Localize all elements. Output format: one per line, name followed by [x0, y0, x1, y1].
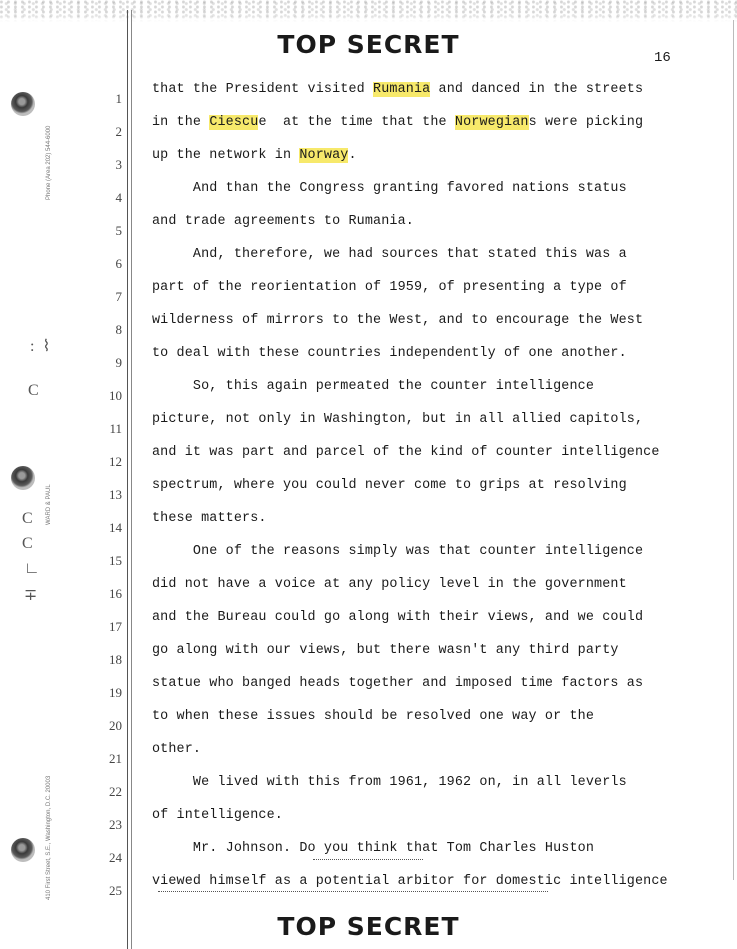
- line-number: 7: [115, 289, 122, 304]
- margin-rule-outer: [127, 10, 128, 949]
- transcript-line: [152, 379, 594, 394]
- transcript-line: [152, 841, 594, 856]
- scan-artifact-mark: ∓: [24, 587, 38, 604]
- line-number: 19: [109, 685, 122, 700]
- transcript-line: [152, 247, 627, 262]
- line-text: that the President visited: [152, 82, 374, 97]
- line-text: And, therefore, we had sources that stated this was a: [152, 247, 627, 262]
- binder-hole-bottom: [11, 838, 35, 862]
- line-number: 8: [115, 322, 122, 337]
- scan-artifact-mark: C: [22, 510, 33, 527]
- line-text: viewed himself as a potential arbitor for domestic intelligence: [152, 874, 668, 889]
- highlighted-term: Rumania: [373, 82, 431, 97]
- transcript-line: [152, 148, 357, 163]
- scan-artifact-mark: C: [28, 382, 39, 399]
- line-text: and trade agreements to Rumania.: [152, 214, 414, 229]
- scan-noise-band: [0, 0, 737, 22]
- line-text: and it was part and parcel of the kind of counter intelligence: [152, 445, 660, 460]
- line-number: 17: [109, 619, 122, 634]
- line-number: 9: [115, 355, 122, 370]
- pencil-underline: [158, 890, 548, 892]
- line-number: 4: [115, 190, 122, 205]
- transcript-line: [152, 82, 643, 97]
- line-text: picture, not only in Washington, but in all allied capitols,: [152, 412, 644, 427]
- line-text: s were picking: [528, 115, 644, 130]
- margin-firm-name: WARD & PAUL: [46, 484, 52, 525]
- line-number: 22: [109, 784, 122, 799]
- transcript-line: [152, 577, 627, 592]
- line-number: 11: [109, 421, 122, 436]
- line-text: of intelligence.: [152, 808, 283, 823]
- transcript-line: [152, 115, 643, 130]
- binder-hole-middle: [11, 466, 35, 490]
- line-text: and the Bureau could go along with their views, and we could: [152, 610, 644, 625]
- transcript-line: [152, 808, 283, 823]
- classification-stamp-top: TOP SECRET: [277, 30, 460, 59]
- transcript-line: [152, 874, 668, 889]
- line-text: did not have a voice at any policy level in the government: [152, 577, 627, 592]
- line-number: 13: [109, 487, 122, 502]
- line-number: 2: [115, 124, 122, 139]
- line-number: 10: [109, 388, 122, 403]
- line-text: part of the reorientation of 1959, of presenting a type of: [152, 280, 627, 295]
- line-number: 14: [109, 520, 122, 535]
- line-number: 20: [109, 718, 122, 733]
- binder-hole-top: [11, 92, 35, 116]
- highlighted-term: Ciescu: [209, 115, 259, 130]
- margin-phone: Phone (Area 202) 544-6000: [46, 125, 52, 200]
- transcript-line: [152, 181, 627, 196]
- line-number: 21: [109, 751, 122, 766]
- line-text: spectrum, where you could never come to grips at resolving: [152, 478, 627, 493]
- transcript-line: [152, 280, 627, 295]
- line-text: We lived with this from 1961, 1962 on, in all leverls: [152, 775, 627, 790]
- line-number: 12: [109, 454, 122, 469]
- transcript-line: [152, 676, 643, 691]
- line-text: One of the reasons simply was that counter intelligence: [152, 544, 644, 559]
- line-text: to when these issues should be resolved one way or the: [152, 709, 595, 724]
- margin-rule-inner: [131, 10, 132, 949]
- transcript-line: [152, 742, 201, 757]
- line-number: 5: [115, 223, 122, 238]
- transcript-line: [152, 775, 627, 790]
- line-text: up the network in: [152, 148, 300, 163]
- line-text: to deal with these countries independently of one another.: [152, 346, 627, 361]
- line-text: statue who banged heads together and imposed time factors as: [152, 676, 644, 691]
- line-number: 25: [109, 883, 122, 898]
- highlighted-term: Norway: [299, 148, 349, 163]
- line-number: 24: [109, 850, 122, 865]
- transcript-line: [152, 643, 619, 658]
- line-text: other.: [152, 742, 202, 757]
- transcript-line: [152, 412, 643, 427]
- transcript-line: [152, 544, 643, 559]
- line-text: e at the time that the: [258, 115, 455, 130]
- line-number: 23: [109, 817, 122, 832]
- transcript-line: [152, 478, 627, 493]
- margin-address: 410 First Street, S.E., Washington, D.C. 20003: [46, 775, 52, 900]
- line-text: and danced in the streets: [430, 82, 644, 97]
- line-text: these matters.: [152, 511, 267, 526]
- transcript-line: [152, 313, 643, 328]
- classification-stamp-bottom: TOP SECRET: [277, 912, 460, 941]
- line-text: wilderness of mirrors to the West, and to encourage the West: [152, 313, 644, 328]
- line-number: 16: [109, 586, 122, 601]
- transcript-line: [152, 610, 643, 625]
- line-number: 15: [109, 553, 122, 568]
- highlighted-term: Norwegian: [454, 115, 529, 130]
- scan-artifact-mark: : ⌇: [30, 338, 51, 355]
- line-text: So, this again permeated the counter intelligence: [152, 379, 595, 394]
- transcript-line: [152, 346, 627, 361]
- transcript-line: [152, 445, 660, 460]
- transcript-line: [152, 214, 414, 229]
- line-number: 18: [109, 652, 122, 667]
- scan-artifact-mark: ∟: [24, 560, 40, 577]
- line-text: Mr. Johnson. Do you think that Tom Charles Huston: [152, 841, 595, 856]
- scan-artifact-mark: C: [22, 535, 33, 552]
- margin-rule-right: [733, 20, 734, 880]
- line-number: 3: [115, 157, 122, 172]
- line-number: 6: [115, 256, 122, 271]
- line-text: go along with our views, but there wasn't any third party: [152, 643, 619, 658]
- transcript-line: [152, 709, 594, 724]
- pencil-underline: [313, 858, 423, 860]
- line-number: 1: [115, 91, 122, 106]
- line-text: And than the Congress granting favored nations status: [152, 181, 627, 196]
- transcript-line: [152, 511, 267, 526]
- line-text: .: [348, 148, 357, 163]
- page-number: 16: [654, 50, 671, 66]
- line-text: in the: [152, 115, 210, 130]
